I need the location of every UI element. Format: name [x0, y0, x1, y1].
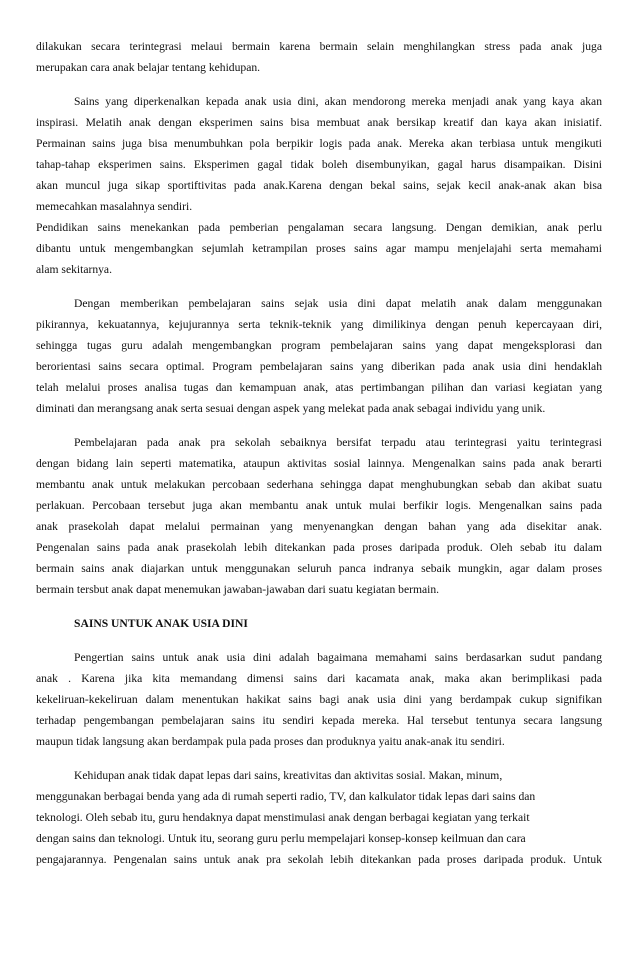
text-line: anak . Karena jika kita memandang dimensi sains dari kacamata anak, maka akan berimplikasi pada	[36, 672, 602, 685]
text-line: telah melalui proses analisa tugas dan kemampuan anak, atas pertimbangan pilihan dan variasi kegiatan yang	[36, 381, 602, 394]
text-line: pikirannya, kekuatannya, kejujurannya serta teknik-teknik yang dimilikinya dengan penuh kepercayaan diri,	[36, 318, 602, 331]
text-line: Kehidupan anak tidak dapat lepas dari sains, kreativitas dan aktivitas sosial. Makan, minum,	[74, 769, 503, 782]
text-line: sehingga tugas guru adalah mengembangkan program pembelajaran sains yang dapat mengeksplorasi dan	[36, 339, 602, 352]
text-line: kekeliruan-kekeliruan dalam menentukan hakikat sains bagi anak usia dini yang berdampak cukup signifikan	[36, 693, 602, 706]
text-line: tahap-tahap eksperimen sains. Eksperimen gagal tidak boleh disembunyikan, gagal harus disampaikan. Disini	[36, 158, 602, 171]
text-line: bermain sains anak diajarkan untuk menggunakan seluruh panca indranya sebaik mungkin, agar dalam proses	[36, 562, 602, 575]
text-line: Sains yang diperkenalkan kepada anak usia dini, akan mendorong mereka menjadi anak yang kaya akan	[74, 95, 602, 108]
paragraph-7	[36, 765, 602, 870]
paragraph-5	[36, 432, 602, 600]
text-line: menggunakan berbagai benda yang ada di rumah seperti radio, TV, dan kalkulator tidak lepas dari sains dan	[36, 790, 536, 803]
document-page	[36, 36, 602, 870]
text-line: perlakuan. Percobaan tersebut juga akan membantu anak untuk mulai berfikir logis. Mengenalkan sains pada	[36, 499, 602, 512]
paragraph-1	[36, 36, 602, 78]
text-line: inspirasi. Melatih anak dengan eksperimen sains bisa membuat anak bersikap kreatif dan kaya akan inisiatif.	[36, 116, 602, 129]
paragraph-4	[36, 293, 602, 419]
text-line: alam sekitarnya.	[36, 263, 112, 276]
text-line: Pendidikan sains menekankan pada pemberian pengalaman secara langsung. Dengan demikian, anak perlu	[36, 221, 602, 234]
text-line: dibantu untuk mengembangkan sejumlah ketrampilan proses sains agar mampu menjelajahi serta memahami	[36, 242, 602, 255]
text-line: dilakukan secara terintegrasi melaui bermain karena bermain selain menghilangkan stress pada anak juga	[36, 40, 602, 53]
text-line: bermain tersbut anak dapat menemukan jawaban-jawaban dari suatu kegiatan bermain.	[36, 583, 440, 596]
text-line: akan muncul juga sikap sportiftivitas pada anak.Karena dengan bekal sains, sejak kecil anak-anak akan bisa	[36, 179, 602, 192]
text-line: membantu anak untuk melakukan percobaan sederhana sehingga dapat menghubungkan sebab dan akibat suatu	[36, 478, 602, 491]
text-line: dengan sains dan teknologi. Untuk itu, seorang guru perlu mempelajari konsep-konsep keilmuan dan cara	[36, 832, 526, 845]
section-heading: SAINS UNTUK ANAK USIA DINI	[74, 617, 248, 630]
text-line: maupun tidak langsung akan berdampak pula pada proses dan produknya yaitu anak-anak itu sendiri.	[36, 735, 505, 748]
text-line: dengan bidang lain seperti matematika, ataupun aktivitas sosial lainnya. Mengenalkan sains pada anak berarti	[36, 457, 602, 470]
paragraph-3	[36, 217, 602, 280]
text-line: berorientasi sains secara optimal. Program pembelajaran sains yang diberikan pada anak usia dini hendaklah	[36, 360, 602, 373]
text-line: Pembelajaran pada anak pra sekolah sebaiknya bersifat terpadu atau terintegrasi yaitu terintegrasi	[74, 436, 602, 449]
text-line: pengajarannya. Pengenalan sains untuk anak pra sekolah lebih ditekankan pada proses daripada produk. Untuk	[36, 853, 602, 866]
text-line: Dengan memberikan pembelajaran sains sejak usia dini dapat melatih anak dalam menggunakan	[74, 297, 602, 310]
text-line: terhadap pengembangan pembelajaran sains itu sendiri kepada mereka. Hal tersebut tentunya secara langsung	[36, 714, 602, 727]
text-line: diminati dan merangsang anak serta sesuai dengan aspek yang melekat pada anak sebagai individu yang unik.	[36, 402, 546, 415]
paragraph-6	[36, 647, 602, 752]
text-line: Pengertian sains untuk anak usia dini adalah bagaimana memahami sains berdasarkan sudut pandang	[74, 651, 602, 664]
text-line: anak prasekolah dapat melalui permainan yang menyenangkan dengan bahan yang ada disekitar anak.	[36, 520, 602, 533]
text-line: merupakan cara anak belajar tentang kehidupan.	[36, 61, 261, 74]
text-line: Permainan sains juga bisa menumbuhkan pola berpikir logis pada anak. Mereka akan terbiasa untuk mengikuti	[36, 137, 602, 150]
text-line: teknologi. Oleh sebab itu, guru hendaknya dapat menstimulasi anak dengan berbagai kegiatan yang terkait	[36, 811, 530, 824]
paragraph-2	[36, 91, 602, 217]
text-line: Pengenalan sains pada anak prasekolah lebih ditekankan pada proses daripada produk. Oleh sebab itu dalam	[36, 541, 602, 554]
text-line: memecahkan masalahnya sendiri.	[36, 200, 193, 213]
